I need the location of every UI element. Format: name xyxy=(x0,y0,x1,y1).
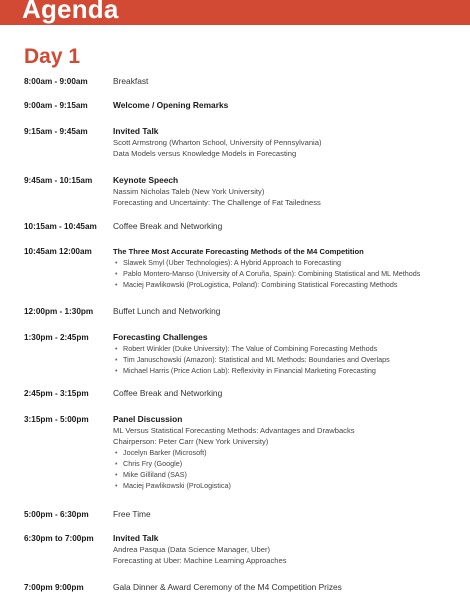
session-time: 5:00pm - 6:30pm xyxy=(24,510,89,519)
day-title: Day 1 xyxy=(24,45,81,68)
speaker-text: Mike Gilliland (SAS) xyxy=(123,470,187,479)
speaker-text: Maciej Pawlikowski (ProLogistica, Poland): Combining Statistical Forecasting Methods xyxy=(123,280,398,289)
session-time: 7:00pm 9:00pm xyxy=(24,583,84,592)
speaker-text: Jocelyn Barker (Microsoft) xyxy=(123,448,207,457)
session-title: Invited Talk xyxy=(113,533,159,543)
session-content xyxy=(113,100,463,111)
session-time: 2:45pm - 3:15pm xyxy=(24,389,89,398)
session-content xyxy=(113,582,463,593)
session-content xyxy=(113,509,463,520)
bullet-dot-icon: • xyxy=(115,448,118,457)
session-detail: ML Versus Statistical Forecasting Methods: Advantages and Drawbacks xyxy=(113,426,355,435)
session-time: 6:30pm to 7:00pm xyxy=(24,534,94,543)
session-time: 9:45am - 10:15am xyxy=(24,176,93,185)
session-title: Gala Dinner & Award Ceremony of the M4 Competition Prizes xyxy=(113,582,342,592)
session-content xyxy=(113,221,463,232)
speaker-text: Tim Januschowski (Amazon): Statistical and ML Methods: Boundaries and Overlaps xyxy=(123,355,390,364)
bullet-dot-icon: • xyxy=(115,269,118,278)
bullet-dot-icon: • xyxy=(115,258,118,267)
session-detail: Nassim Nicholas Taleb (New York University) xyxy=(113,187,265,196)
session-title: Free Time xyxy=(113,509,151,519)
speaker-bullet xyxy=(113,257,463,268)
speaker-text: Michael Harris (Price Action Lab): Reflexivity in Financial Marketing Forecasting xyxy=(123,366,376,375)
session-content xyxy=(113,388,463,399)
speaker-bullet xyxy=(113,279,463,290)
speaker-text: Slawek Smyl (Uber Technologies): A Hybrid Approach to Forecasting xyxy=(123,258,341,267)
session-title: Invited Talk xyxy=(113,126,159,136)
session-title: Coffee Break and Networking xyxy=(113,221,223,231)
session-detail: Scott Armstrong (Wharton School, University of Pennsylvania) xyxy=(113,138,322,147)
bullet-dot-icon: • xyxy=(115,481,118,490)
session-detail: Data Models versus Knowledge Models in Forecasting xyxy=(113,149,297,158)
session-content xyxy=(113,126,463,159)
session-content xyxy=(113,246,463,290)
speaker-bullet xyxy=(113,268,463,279)
bullet-dot-icon: • xyxy=(115,366,118,375)
session-title: Forecasting Challenges xyxy=(113,332,208,342)
speaker-bullet xyxy=(113,365,463,376)
session-title: The Three Most Accurate Forecasting Methods of the M4 Competition xyxy=(113,247,364,256)
session-time: 1:30pm - 2:45pm xyxy=(24,333,89,342)
session-detail: Forecasting and Uncertainty: The Challenge of Fat Tailedness xyxy=(113,198,321,207)
session-content xyxy=(113,414,463,491)
speaker-text: Robert Winkler (Duke University): The Value of Combining Forecasting Methods xyxy=(123,344,378,353)
session-title: Panel Discussion xyxy=(113,414,183,424)
page-title: Agenda xyxy=(22,0,119,24)
session-content xyxy=(113,533,463,566)
session-time: 9:00am - 9:15am xyxy=(24,101,88,110)
session-title: Buffet Lunch and Networking xyxy=(113,306,221,316)
session-time: 8:00am - 9:00am xyxy=(24,77,88,86)
session-time: 12:00pm - 1:30pm xyxy=(24,307,94,316)
session-detail: Chairperson: Peter Carr (New York University) xyxy=(113,437,269,446)
header-bar xyxy=(0,0,470,25)
session-content xyxy=(113,175,463,208)
speaker-text: Pablo Montero-Manso (University of A Coruña, Spain): Combining Statistical and ML Methods xyxy=(123,269,421,278)
speaker-bullet xyxy=(113,469,463,480)
bullet-dot-icon: • xyxy=(115,280,118,289)
session-title: Breakfast xyxy=(113,76,149,86)
session-time: 10:45am 12:00am xyxy=(24,247,92,256)
session-time: 10:15am - 10:45am xyxy=(24,222,97,231)
session-detail: Andrea Pasqua (Data Science Manager, Uber) xyxy=(113,545,271,554)
session-title: Keynote Speech xyxy=(113,175,179,185)
speaker-text: Maciej Pawlikowski (ProLogistica) xyxy=(123,481,231,490)
bullet-dot-icon: • xyxy=(115,459,118,468)
speaker-text: Chris Fry (Google) xyxy=(123,459,183,468)
bullet-dot-icon: • xyxy=(115,470,118,479)
speaker-bullet xyxy=(113,458,463,469)
session-title: Coffee Break and Networking xyxy=(113,388,223,398)
speaker-bullet xyxy=(113,354,463,365)
speaker-bullet xyxy=(113,480,463,491)
speaker-bullet xyxy=(113,343,463,354)
session-time: 3:15pm - 5:00pm xyxy=(24,415,89,424)
session-content xyxy=(113,76,463,87)
session-content xyxy=(113,332,463,376)
speaker-bullet xyxy=(113,447,463,458)
session-content xyxy=(113,306,463,317)
session-time: 9:15am - 9:45am xyxy=(24,127,88,136)
session-title: Welcome / Opening Remarks xyxy=(113,100,229,110)
bullet-dot-icon: • xyxy=(115,344,118,353)
session-detail: Forecasting at Uber: Machine Learning Approaches xyxy=(113,556,287,565)
bullet-dot-icon: • xyxy=(115,355,118,364)
